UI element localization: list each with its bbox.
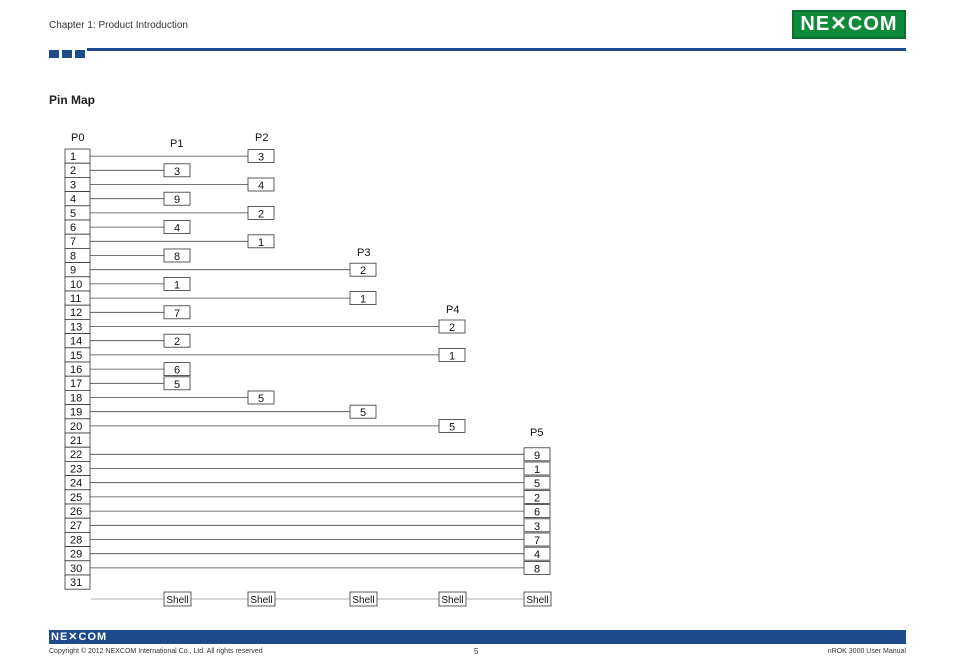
p0-pin-label: 6 xyxy=(70,222,77,234)
pin-box-label: 6 xyxy=(173,364,181,377)
shell-box-label: Shell xyxy=(526,595,549,606)
p0-pin-cell xyxy=(65,248,90,262)
p0-pin-label: 30 xyxy=(70,562,83,575)
p0-pin-label: 18 xyxy=(70,392,83,405)
connector-label-p1: P1 xyxy=(170,138,184,150)
p0-pin-cell xyxy=(65,206,90,220)
section-title: Pin Map xyxy=(49,93,96,107)
pin-box-label: 1 xyxy=(533,464,541,476)
p0-pin-cell xyxy=(65,177,90,191)
p0-pin-label: 5 xyxy=(70,207,77,220)
chapter-title: Chapter 1: Product Introduction xyxy=(49,20,188,31)
p0-pin-cell xyxy=(65,149,90,163)
pin-box-label: 7 xyxy=(173,307,181,320)
pin-box-label: 2 xyxy=(359,265,367,278)
p0-pin-label: 17 xyxy=(70,378,83,391)
p0-pin-label: 21 xyxy=(70,435,83,447)
connector-label-p2: P2 xyxy=(255,132,269,144)
shell-box-label: Shell xyxy=(166,595,189,606)
connector-label-p3: P3 xyxy=(357,247,371,259)
p0-pin-label: 16 xyxy=(70,364,83,376)
pin-box-label: 5 xyxy=(448,421,456,434)
p0-pin-label: 26 xyxy=(70,506,83,518)
nexcom-logo: NE✕COM xyxy=(792,10,906,39)
p0-pin-label: 13 xyxy=(70,321,83,334)
p0-pin-label: 27 xyxy=(70,520,83,533)
p0-pin-cell xyxy=(65,234,90,248)
pin-box-label: 8 xyxy=(173,251,181,263)
pin-box-label: 1 xyxy=(173,279,181,292)
pin-box-label: 4 xyxy=(257,180,265,192)
p0-pin-cell xyxy=(65,263,90,277)
pin-box-label: 5 xyxy=(257,393,265,405)
shell-box-label: Shell xyxy=(352,595,375,606)
p0-pin-label: 25 xyxy=(70,491,83,504)
p0-pin-cell xyxy=(65,163,90,177)
p0-pin-label: 8 xyxy=(70,250,77,263)
p0-pin-label: 2 xyxy=(70,165,77,178)
pin-box-label: 2 xyxy=(257,208,265,221)
p0-pin-label: 24 xyxy=(70,477,83,490)
p0-pin-label: 9 xyxy=(70,264,77,277)
pin-box-label: 5 xyxy=(359,407,367,420)
pin-box-label: 2 xyxy=(448,322,456,334)
p0-pin-label: 4 xyxy=(70,193,77,206)
p0-pin-label: 28 xyxy=(70,534,83,547)
pin-box-label: 8 xyxy=(533,563,541,576)
copyright-text: Copyright © 2012 NEXCOM International Co., Ltd. All rights reserved xyxy=(49,648,263,655)
connector-label-p0: P0 xyxy=(71,132,85,144)
pin-box-label: 3 xyxy=(173,165,181,178)
pin-box-label: 2 xyxy=(173,336,181,349)
pin-box-label: 1 xyxy=(359,293,367,306)
manual-name: nROK 3000 User Manual xyxy=(827,648,906,655)
shell-box-label: Shell xyxy=(250,595,273,606)
pin-box-label: 2 xyxy=(533,492,541,505)
p0-pin-label: 10 xyxy=(70,278,83,291)
p0-pin-label: 31 xyxy=(70,577,83,589)
p0-pin-cell xyxy=(65,220,90,234)
p0-pin-label: 22 xyxy=(70,449,83,462)
pin-box-label: 3 xyxy=(533,520,541,533)
pin-box-label: 9 xyxy=(173,194,181,207)
connector-label-p5: P5 xyxy=(530,427,544,439)
shell-box-label: Shell xyxy=(441,595,464,606)
p0-pin-label: 20 xyxy=(70,420,83,433)
p0-pin-label: 3 xyxy=(70,179,77,192)
p0-pin-label: 19 xyxy=(70,406,83,419)
p0-pin-label: 14 xyxy=(70,335,83,348)
pin-box-label: 7 xyxy=(533,535,541,547)
footer-bar xyxy=(49,630,906,644)
footer-logo: NE✕COM xyxy=(51,631,108,643)
p0-pin-label: 1 xyxy=(70,151,77,163)
pin-box-label: 5 xyxy=(533,478,541,491)
pin-box-label: 4 xyxy=(173,222,181,235)
p0-pin-cell xyxy=(65,192,90,206)
p0-pin-label: 23 xyxy=(70,463,83,476)
p0-pin-label: 12 xyxy=(70,307,83,320)
p0-pin-label: 11 xyxy=(70,293,82,305)
p0-pin-label: 7 xyxy=(70,236,77,249)
page-number: 5 xyxy=(474,647,479,656)
pin-box-label: 6 xyxy=(533,506,541,519)
p0-pin-label: 29 xyxy=(70,548,83,561)
pin-box-label: 5 xyxy=(173,378,181,391)
connector-label-p4: P4 xyxy=(446,304,460,316)
pin-box-label: 4 xyxy=(533,549,541,562)
pin-box-label: 9 xyxy=(533,449,541,462)
pin-box-label: 3 xyxy=(257,151,265,164)
pin-box-label: 1 xyxy=(257,236,265,249)
p0-pin-label: 15 xyxy=(70,349,83,362)
pin-box-label: 1 xyxy=(448,350,456,363)
